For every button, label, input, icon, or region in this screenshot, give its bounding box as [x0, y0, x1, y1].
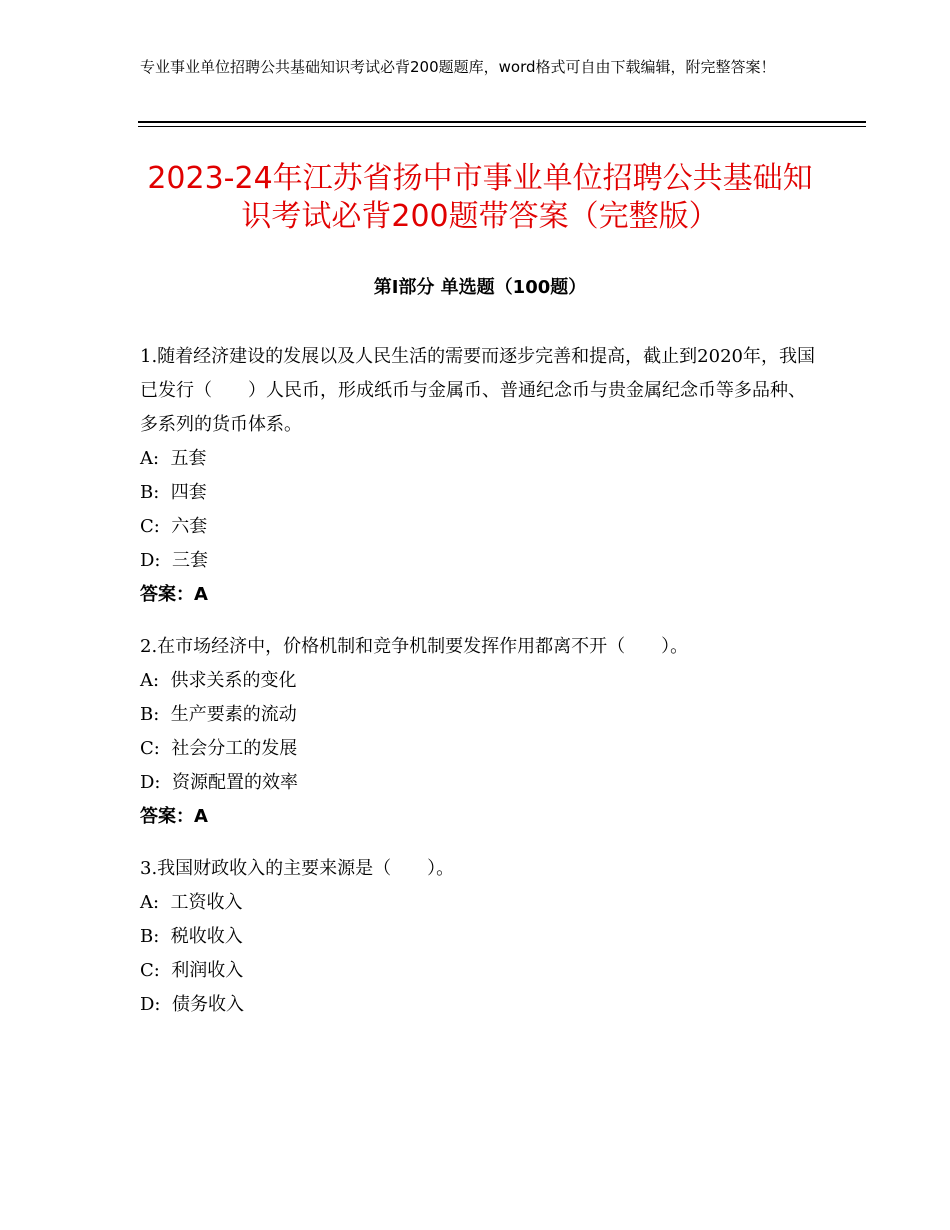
- answer-line: 答案：A: [140, 806, 208, 827]
- section-heading: 第Ⅰ部分 单选题（100题）: [373, 277, 587, 298]
- question-2: [140, 630, 820, 834]
- question-stem: 2.在市场经济中，价格机制和竞争机制要发挥作用都离不开（ ）。: [140, 636, 689, 657]
- option-a: A: 工资收入: [140, 892, 243, 913]
- option-c: C: 利润收入: [140, 960, 244, 981]
- option-c: C: 社会分工的发展: [140, 738, 298, 759]
- option-a: A: 供求关系的变化: [140, 670, 297, 691]
- question-stem: 1.随着经济建设的发展以及人民生活的需要而逐步完善和提高，截止到2020年，我国已发行（ ）人民币，形成纸币与金属币、普通纪念币与贵金属纪念币等多品种、多系列的货币体系。: [140, 346, 815, 435]
- option-d: D: 三套: [140, 550, 208, 571]
- header-rule-thin: [138, 126, 866, 127]
- question-stem: 3.我国财政收入的主要来源是（ ）。: [140, 858, 455, 879]
- header-rule-thick: [138, 121, 866, 123]
- header-note: 专业事业单位招聘公共基础知识考试必背200题题库，word格式可自由下载编辑，附完整答案！: [140, 58, 776, 76]
- option-b: B: 四套: [140, 482, 207, 503]
- option-c: C: 六套: [140, 516, 208, 537]
- option-d: D: 债务收入: [140, 994, 244, 1015]
- option-b: B: 生产要素的流动: [140, 704, 297, 725]
- question-list: [140, 340, 820, 1040]
- answer-line: 答案：A: [140, 584, 208, 605]
- question-1: [140, 340, 820, 612]
- option-b: B: 税收收入: [140, 926, 243, 947]
- document-title: 2023-24年江苏省扬中市事业单位招聘公共基础知识考试必背200题带答案（完整版）: [147, 161, 813, 234]
- option-a: A: 五套: [140, 448, 207, 469]
- option-d: D: 资源配置的效率: [140, 772, 298, 793]
- question-3: [140, 852, 820, 1022]
